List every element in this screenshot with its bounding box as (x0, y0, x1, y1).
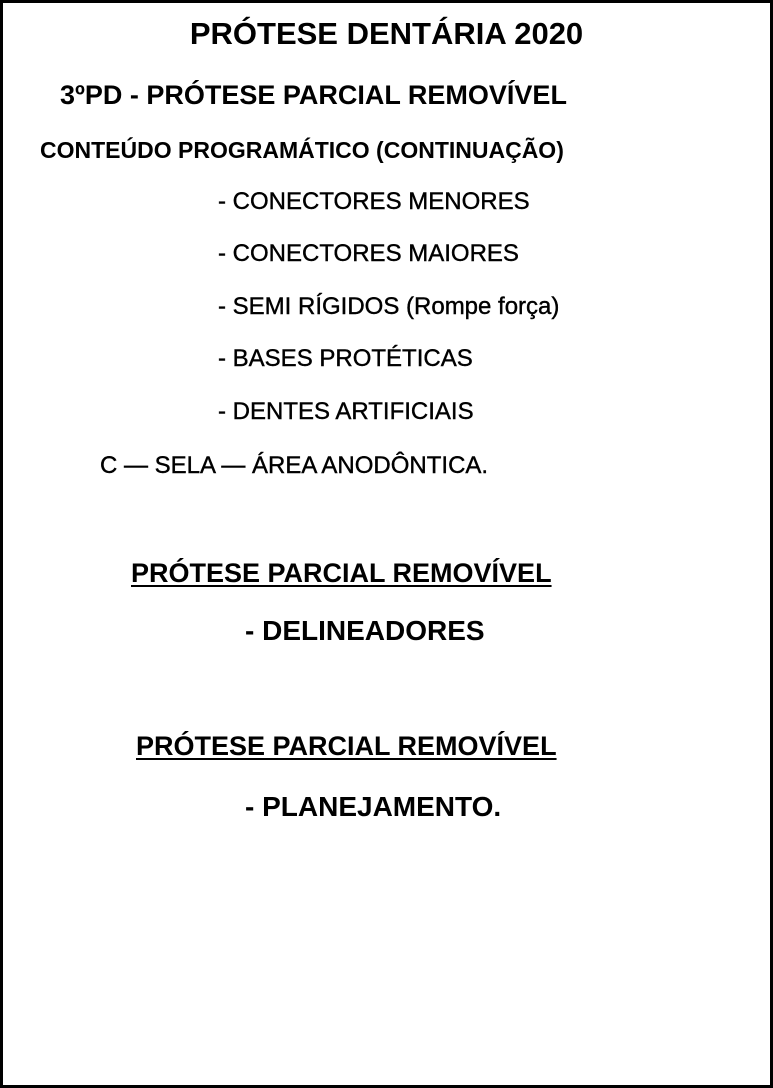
document-subtitle: 3ºPD - PRÓTESE PARCIAL REMOVÍVEL (60, 80, 567, 110)
block2-item: - PLANEJAMENTO. (245, 791, 502, 822)
list-item: - DENTES ARTIFICIAIS (218, 398, 474, 425)
document-title: PRÓTESE DENTÁRIA 2020 (189, 16, 584, 51)
block1-heading: PRÓTESE PARCIAL REMOVÍVEL (131, 558, 552, 588)
list-item: - SEMI RÍGIDOS (Rompe força) (218, 293, 560, 320)
list-item: - CONECTORES MAIORES (218, 240, 519, 267)
item-c: C — SELA — ÁREA ANODÔNTICA. (100, 452, 489, 479)
block1-item: - DELINEADORES (245, 615, 485, 646)
list-item: - CONECTORES MENORES (218, 188, 530, 215)
section-heading: CONTEÚDO PROGRAMÁTICO (CONTINUAÇÃO) (40, 137, 564, 163)
block2-heading: PRÓTESE PARCIAL REMOVÍVEL (136, 731, 557, 761)
list-item: - BASES PROTÉTICAS (218, 345, 473, 372)
